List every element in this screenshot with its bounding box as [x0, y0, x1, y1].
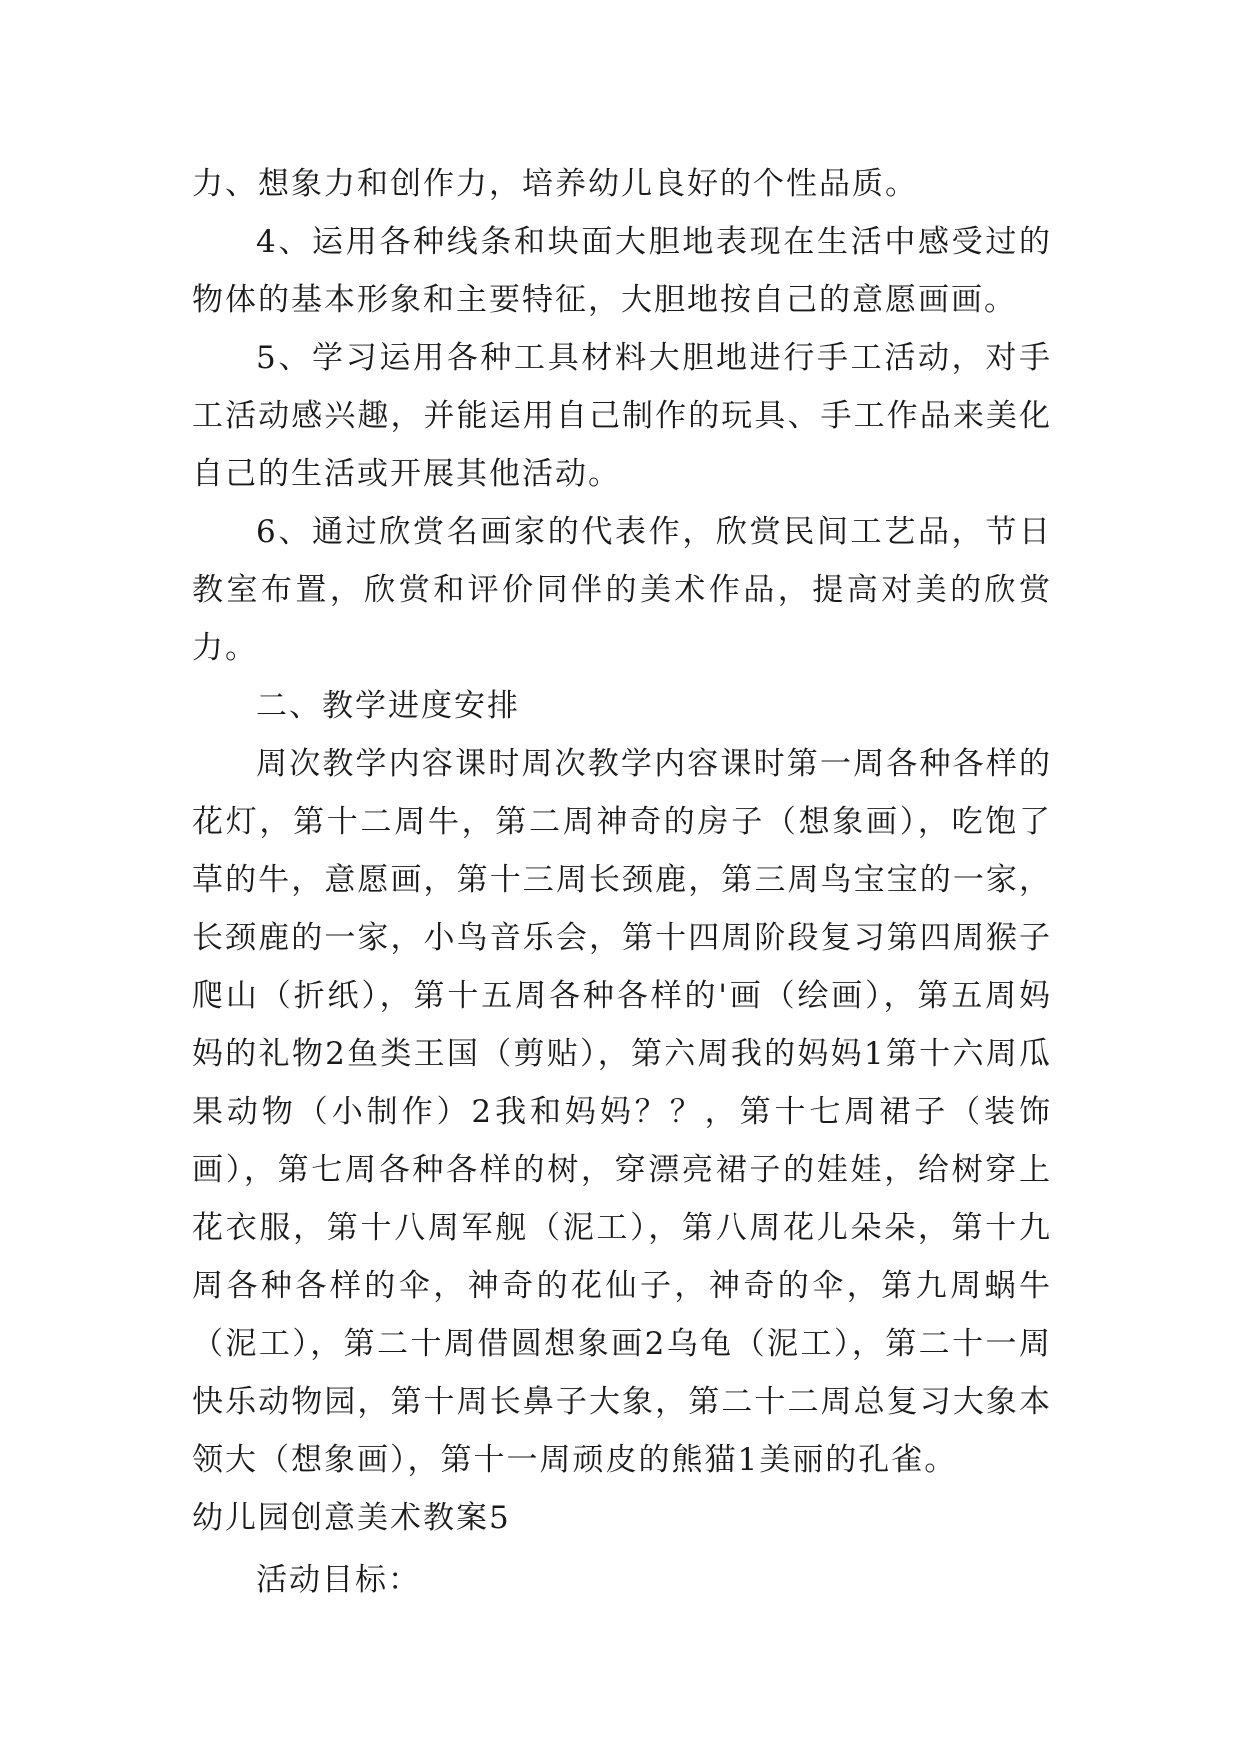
paragraph-continuation: 力、想象力和创作力，培养幼儿良好的个性品质。: [192, 166, 918, 202]
paragraph-schedule: 周次教学内容课时周次教学内容课时第一周各种各样的花灯，第十二周牛，第二周神奇的房子（想象画），吃饱了草的牛，意愿画，第十三周长颈鹿，第三周鸟宝宝的一家，长颈鹿的一家，小鸟音乐会，第十四周阶段复习第四周猴子爬山（折纸），第十五周各种各样的'画（绘画），第五周妈妈的礼物2鱼类王国（剪贴），第六周我的妈妈1第十六周瓜果动物（小制作）2我和妈妈？？，第十七周裙子（装饰画），第七周各种各样的树，穿漂亮裙子的娃娃，给树穿上花衣服，第十八周军舰（泥工），第八周花儿朵朵，第十九周各种各样的伞，神奇的花仙子，神奇的伞，第九周蜗牛（泥工），第二十周借圆想象画2乌龟（泥工），第二十一周快乐动物园，第十周长鼻子大象，第二十二周总复习大象本领大（想象画），第十一周顽皮的熊猫1美丽的孔雀。: [192, 746, 1052, 1478]
section-heading-objectives: 活动目标：: [256, 1562, 421, 1598]
paragraph-goal-5: 5、学习运用各种工具材料大胆地进行手工活动，对手工活动感兴趣，并能运用自己制作的玩具、手工作品来美化自己的生活或开展其他活动。: [192, 340, 1052, 492]
paragraph-goal-6: 6、通过欣赏名画家的代表作，欣赏民间工艺品，节日教室布置，欣赏和评价同伴的美术作品，提高对美的欣赏力。: [192, 514, 1052, 666]
section-heading-schedule: 二、教学进度安排: [256, 688, 520, 724]
document-title: 幼儿园创意美术教案5: [192, 1500, 511, 1536]
document-body: [192, 155, 1052, 1609]
paragraph-goal-4: 4、运用各种线条和块面大胆地表现在生活中感受过的物体的基本形象和主要特征，大胆地按自己的意愿画画。: [192, 224, 1052, 318]
